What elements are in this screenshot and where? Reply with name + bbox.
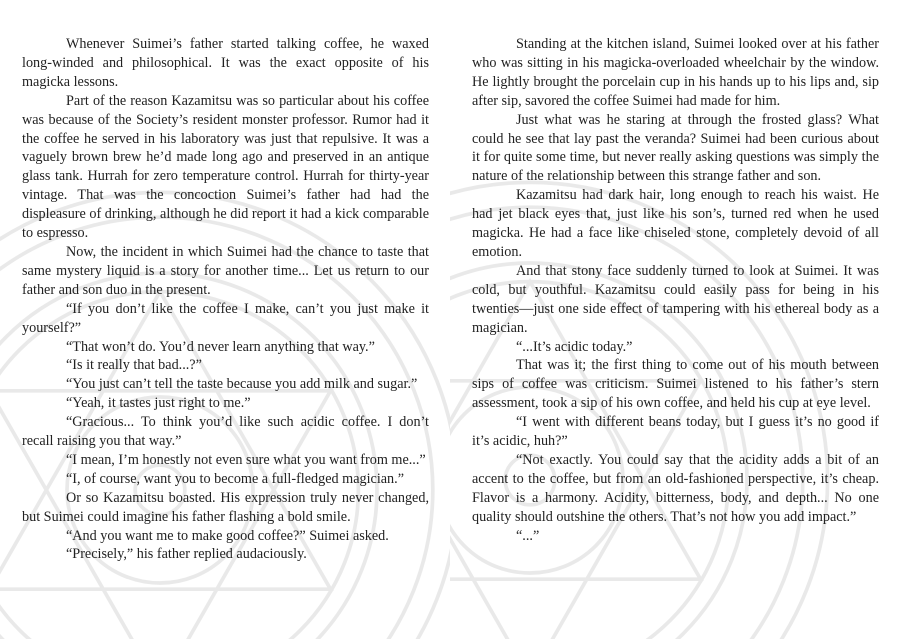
paragraph: Now, the incident in which Suimei had the chance to taste that same mystery liquid is a story for another time... Let us return to our father and son duo in the present. bbox=[22, 243, 429, 298]
paragraph: Or so Kazamitsu boasted. His expression truly never changed, but Suimei could imagine his father flashing a bold smile. bbox=[22, 489, 429, 525]
paragraph: “...” bbox=[516, 527, 540, 544]
right-page bbox=[450, 0, 900, 639]
paragraph: “Yeah, it tastes just right to me.” bbox=[66, 395, 251, 412]
paragraph: Part of the reason Kazamitsu was so particular about his coffee was because of the Society’s resident monster professor. Rumor had it the coffee he served in his laboratory was just that repulsive. It was a vaguely brown brew he’d made long ago and preserved in an antique glass tank. Hurrah for zero temperature control. Hurrah for thirty-year vintage. That was the concoction Suimei’s father had had the displeasure of drinking, although he did report it had a kick comparable to espresso. bbox=[22, 92, 429, 242]
paragraph: “Gracious... To think you’d like such acidic coffee. I don’t recall raising you that way.” bbox=[22, 414, 429, 450]
paragraph: Standing at the kitchen island, Suimei looked over at his father who was sitting in his magicka-overloaded wheelchair by the window. He lightly brought the porcelain cup in his hands up to his lips and, sip after sip, savored the coffee Suimei had made for him. bbox=[472, 36, 879, 109]
paragraph: “I, of course, want you to become a full-fledged magician.” bbox=[66, 470, 404, 487]
paragraph: “Is it really that bad...?” bbox=[66, 357, 202, 374]
paragraph: “Precisely,” his father replied audaciously. bbox=[66, 546, 307, 563]
paragraph: Kazamitsu had dark hair, long enough to reach his waist. He had jet black eyes that, just like his son’s, turned red when he used magicka. He had a face like chiseled stone, completely devoid of all emotion. bbox=[472, 187, 879, 260]
right-page-text bbox=[472, 35, 879, 545]
paragraph: Whenever Suimei’s father started talking coffee, he waxed long-winded and philosophical. It was the exact opposite of his magicka lessons. bbox=[22, 36, 429, 90]
paragraph: “I went with different beans today, but I guess it’s no good if it’s acidic, huh?” bbox=[472, 414, 879, 450]
left-page-text bbox=[22, 35, 429, 564]
paragraph: “If you don’t like the coffee I make, can’t you just make it yourself?” bbox=[22, 300, 429, 336]
paragraph: “...It’s acidic today.” bbox=[516, 338, 633, 355]
paragraph: And that stony face suddenly turned to look at Suimei. It was cold, but youthful. Kazamitsu could easily pass for being in his twenties—just one side effect of tampering with his ethereal body as a magician. bbox=[472, 262, 879, 336]
paragraph: “You just can’t tell the taste because you add milk and sugar.” bbox=[66, 376, 418, 393]
paragraph: That was it; the first thing to come out of his mouth between sips of coffee was criticism. Suimei listened to his father’s stern assessment, took a sip of his own coffee, and held his cup at eye level. bbox=[472, 357, 879, 412]
paragraph: “That won’t do. You’d never learn anything that way.” bbox=[66, 338, 375, 355]
paragraph: “Not exactly. You could say that the acidity adds a bit of an accent to the coffee, but from an old-fashioned perspective, it’s cheap. Flavor is a harmony. Acidity, bitterness, body, and depth... No one quality should outshine the others. That’s not how you add impact.” bbox=[472, 451, 879, 525]
paragraph: Just what was he staring at through the frosted glass? What could he see that lay past the veranda? Suimei had been curious about it for quite some time, but never really asking questions was simply the nature of the relationship between this strange father and son. bbox=[472, 111, 879, 185]
paragraph: “And you want me to make good coffee?” Suimei asked. bbox=[66, 527, 389, 544]
paragraph: “I mean, I’m honestly not even sure what you want from me...” bbox=[66, 451, 426, 468]
